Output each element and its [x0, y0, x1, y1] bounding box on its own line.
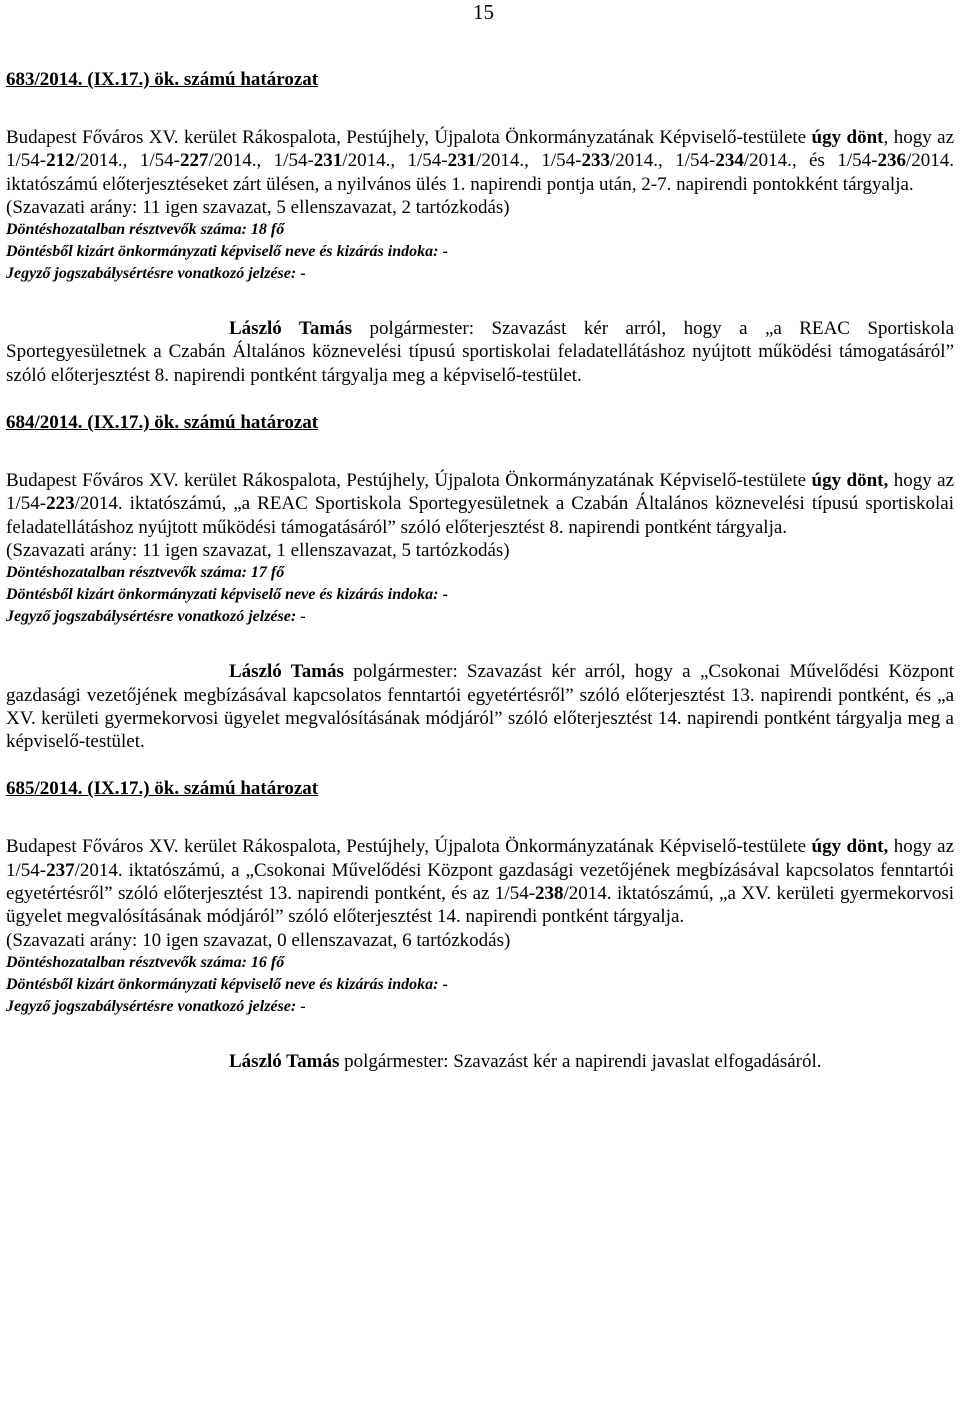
resolution-683	[6, 68, 954, 285]
notary-signal	[6, 996, 954, 1018]
text-segment: Budapest Főváros XV. kerület Rákospalota, Pestújhely, Újpalota Önkormányzatának Képviselő-testülete	[6, 127, 812, 148]
excluded-label: Döntésből kizárt önkormányzati képviselő neve és kizárás indoka:	[6, 586, 443, 604]
notary-signal	[6, 263, 954, 285]
notary-value: -	[300, 265, 306, 283]
bold-segment: 233	[581, 150, 610, 172]
vote-ratio: (Szavazati arány: 11 igen szavazat, 1 ellenszavazat, 5 tartózkodás)	[6, 539, 510, 561]
mayor-statement	[6, 1050, 954, 1073]
participants-count	[6, 562, 954, 584]
participants-value: 18 fő	[250, 221, 285, 239]
excluded-label: Döntésből kizárt önkormányzati képviselő neve és kizárás indoka:	[6, 975, 443, 993]
resolution-685	[6, 777, 954, 1017]
text-segment: , hogy az 1/54-	[6, 127, 954, 172]
bold-segment: 234	[715, 150, 744, 172]
bold-segment: 237	[46, 859, 75, 881]
text-segment: /2014. iktatószámú előterjesztéseket zárt ülésen, a nyilvános ülés 1. napirendi pontja után, 2-7. napirendi pontokként tárgyalja.	[6, 150, 954, 195]
mayor-name: László Tamás	[229, 318, 353, 340]
bold-segment: 231	[313, 150, 343, 172]
participants-count	[6, 952, 954, 974]
excluded-label: Döntésből kizárt önkormányzati képviselő neve és kizárás indoka:	[6, 243, 443, 261]
participants-value: 16 fő	[250, 953, 285, 971]
notary-label: Jegyző jogszabálysértésre vonatkozó jelzése:	[6, 608, 301, 626]
bold-segment: 223	[46, 493, 75, 515]
participants-label: Döntéshozatalban résztvevők száma:	[6, 564, 251, 582]
mayor-text: polgármester: Szavazást kér arról, hogy a „Csokonai Művelődési Központ gazdasági vezetőjének megbízásával kapcsolatos fenntartói egyetértésről” szóló előterjesztést 13. napirendi pontként, és „a XV. kerületi gyermekorvosi ügyelet megvalósításának módjáról” szóló előterjesztést 14. napirendi pontként tárgyalja meg a képviselő-testület.	[6, 661, 954, 753]
resolution-body	[6, 835, 954, 928]
participants-count	[6, 219, 954, 241]
excluded-members	[6, 974, 954, 996]
participants-label: Döntéshozatalban résztvevők száma:	[6, 221, 251, 239]
mayor-statement	[6, 660, 954, 753]
bold-segment: úgy dönt,	[811, 836, 889, 858]
vote-ratio: (Szavazati arány: 11 igen szavazat, 5 ellenszavazat, 2 tartózkodás)	[6, 196, 510, 218]
excluded-value: -	[442, 586, 448, 604]
resolution-header: 685/2014. (IX.17.) ök. számú határozat	[6, 778, 319, 800]
mayor-name: László Tamás	[229, 661, 344, 683]
resolution-body	[6, 126, 954, 196]
notary-signal	[6, 606, 954, 628]
text-segment: /2014. iktatószámú, „a REAC Sportiskola Sportegyesületnek a Czabán Általános köznevelési típusú sportiskolai feladatellátáshoz nyújtott működési támogatásáról” szóló előterjesztést 8. napirendi pontként tárgyalja.	[6, 493, 954, 538]
mayor-text: polgármester: Szavazást kér a napirendi javaslat elfogadásáról.	[339, 1050, 822, 1072]
notary-value: -	[300, 608, 306, 626]
bold-segment: 227	[179, 150, 209, 172]
excluded-value: -	[442, 975, 448, 993]
mayor-statement	[6, 317, 954, 387]
text-segment: hogy az 1/54-	[6, 470, 954, 515]
resolution-684	[6, 411, 954, 628]
bold-segment: 231	[447, 150, 477, 172]
bold-segment: 236	[877, 150, 906, 172]
bold-segment: 238	[535, 883, 564, 905]
text-segment: /2014., 1/54-	[342, 150, 448, 172]
vote-ratio: (Szavazati arány: 10 igen szavazat, 0 ellenszavazat, 6 tartózkodás)	[6, 929, 511, 951]
text-segment: hogy az 1/54-	[6, 836, 954, 881]
page-number: 15	[473, 0, 494, 24]
mayor-text: polgármester: Szavazást kér arról, hogy a „a REAC Sportiskola Sportegyesületnek a Czabán Általános köznevelési típusú sportiskolai feladatellátáshoz nyújtott működési támogatásáról” szóló előterjesztést 8. napirendi pontként tárgyalja meg a képviselő-testület.	[6, 318, 954, 386]
text-segment: /2014., 1/54-	[74, 150, 180, 172]
text-segment: /2014. iktatószámú, a „Csokonai Művelődési Központ gazdasági vezetőjének megbízásával kapcsolatos fenntartói egyetértésről” szóló előterjesztést 13. napirendi pontként, és az 1/54-	[6, 859, 954, 905]
resolution-header: 684/2014. (IX.17.) ök. számú határozat	[6, 412, 319, 434]
notary-label: Jegyző jogszabálysértésre vonatkozó jelzése:	[6, 265, 301, 283]
text-segment: /2014., és 1/54-	[743, 150, 878, 172]
text-segment: /2014. iktatószámú, „a XV. kerületi gyermekorvosi ügyelet megvalósításának módjáról” szóló előterjesztést 14. napirendi pontként tárgyalja.	[6, 883, 955, 928]
text-segment: /2014., 1/54-	[476, 150, 582, 172]
text-segment: Budapest Főváros XV. kerület Rákospalota, Pestújhely, Újpalota Önkormányzatának Képviselő-testülete	[6, 836, 812, 858]
participants-value: 17 fő	[250, 564, 285, 582]
text-segment: /2014., 1/54-	[208, 150, 314, 172]
excluded-members	[6, 241, 954, 263]
bold-segment: 212	[46, 150, 75, 172]
bold-segment: úgy dönt	[811, 127, 884, 148]
notary-value: -	[300, 997, 306, 1015]
text-segment: /2014., 1/54-	[609, 150, 716, 172]
participants-label: Döntéshozatalban résztvevők száma:	[6, 953, 251, 971]
bold-segment: úgy dönt,	[811, 470, 889, 492]
excluded-members	[6, 584, 954, 606]
text-segment: Budapest Főváros XV. kerület Rákospalota, Pestújhely, Újpalota Önkormányzatának Képviselő-testülete	[6, 470, 812, 492]
mayor-name: László Tamás	[229, 1050, 340, 1072]
excluded-value: -	[442, 243, 448, 261]
document-body	[6, 68, 954, 1073]
resolution-body	[6, 469, 954, 539]
resolution-header: 683/2014. (IX.17.) ök. számú határozat	[6, 69, 319, 90]
notary-label: Jegyző jogszabálysértésre vonatkozó jelzése:	[6, 997, 301, 1015]
